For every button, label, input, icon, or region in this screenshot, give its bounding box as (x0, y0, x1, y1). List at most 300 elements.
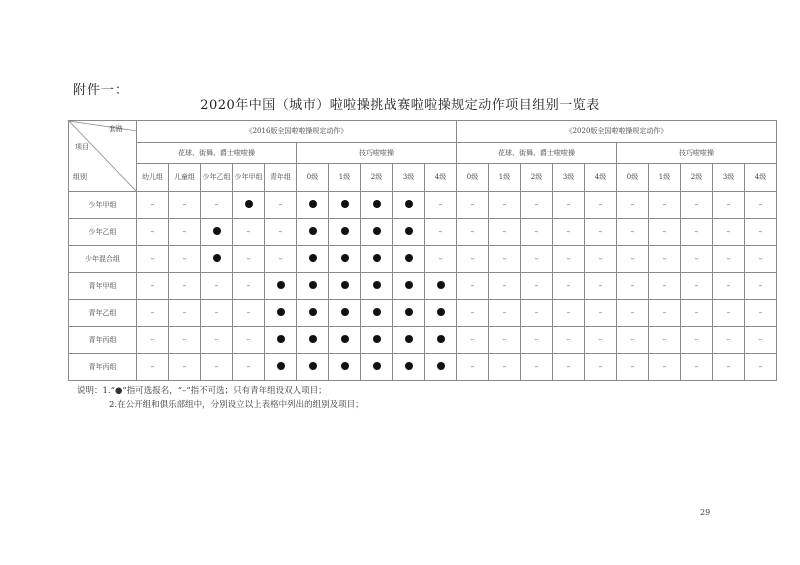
selectable-dot-icon (373, 335, 381, 343)
not-selectable-dash: – (150, 200, 155, 210)
table-row (69, 354, 777, 381)
not-selectable-dash: – (726, 254, 731, 264)
not-selectable-dash: – (502, 254, 507, 264)
table-cell (617, 327, 649, 354)
not-selectable-dash: – (758, 200, 763, 210)
table-cell (233, 327, 265, 354)
not-selectable-dash: – (694, 200, 699, 210)
table-cell (457, 219, 489, 246)
table-cell (553, 219, 585, 246)
table-cell (425, 246, 457, 273)
table-cell (489, 219, 521, 246)
table-cell (329, 219, 361, 246)
selectable-dot-icon (373, 308, 381, 316)
not-selectable-dash: – (534, 200, 539, 210)
not-selectable-dash: – (566, 281, 571, 291)
not-selectable-dash: – (470, 335, 475, 345)
not-selectable-dash: – (726, 308, 731, 318)
selectable-dot-icon (437, 281, 445, 289)
not-selectable-dash: – (502, 308, 507, 318)
not-selectable-dash: – (534, 227, 539, 237)
column-header: 0级 (457, 164, 489, 192)
not-selectable-dash: – (630, 308, 635, 318)
selectable-dot-icon (341, 200, 349, 208)
table-row (69, 273, 777, 300)
table-cell (489, 246, 521, 273)
column-header: 2级 (361, 164, 393, 192)
group-header-2020: 《2020版全国啦啦操规定动作》 (457, 121, 777, 143)
column-header: 2级 (681, 164, 713, 192)
row-label: 青年丙组 (69, 327, 137, 354)
table-cell (137, 354, 169, 381)
selectable-dot-icon (341, 227, 349, 235)
table-cell (329, 273, 361, 300)
table-cell (361, 246, 393, 273)
table-cell (169, 246, 201, 273)
not-selectable-dash: – (726, 335, 731, 345)
table-cell (457, 273, 489, 300)
table-cell (521, 192, 553, 219)
not-selectable-dash: – (182, 227, 187, 237)
table-cell (201, 246, 233, 273)
table-cell (745, 327, 777, 354)
not-selectable-dash: – (566, 254, 571, 264)
column-header: 0级 (617, 164, 649, 192)
table-cell (649, 273, 681, 300)
not-selectable-dash: – (630, 362, 635, 372)
not-selectable-dash: – (694, 308, 699, 318)
table-cell (745, 219, 777, 246)
not-selectable-dash: – (502, 200, 507, 210)
table-cell (681, 219, 713, 246)
not-selectable-dash: – (566, 362, 571, 372)
table-cell (297, 354, 329, 381)
table-cell (297, 327, 329, 354)
table-cell (393, 327, 425, 354)
table-cell (617, 246, 649, 273)
not-selectable-dash: – (726, 362, 731, 372)
not-selectable-dash: – (278, 254, 283, 264)
not-selectable-dash: – (150, 308, 155, 318)
not-selectable-dash: – (662, 308, 667, 318)
not-selectable-dash: – (694, 227, 699, 237)
column-header: 青年组 (265, 164, 297, 192)
note-line-2: 2.在公开组和俱乐部组中，分别设立以上表格中列出的组别及项目； (109, 400, 364, 410)
table-cell (457, 354, 489, 381)
table-cell (681, 273, 713, 300)
not-selectable-dash: – (246, 281, 251, 291)
not-selectable-dash: – (630, 254, 635, 264)
not-selectable-dash: – (150, 254, 155, 264)
table-cell (265, 273, 297, 300)
table-cell (233, 300, 265, 327)
table-cell (297, 273, 329, 300)
selectable-dot-icon (309, 335, 317, 343)
subgroup-header: 花球、街舞、爵士啦啦操 (457, 143, 617, 164)
table-cell (425, 300, 457, 327)
not-selectable-dash: – (758, 335, 763, 345)
not-selectable-dash: – (246, 308, 251, 318)
table-cell (521, 246, 553, 273)
table-cell (329, 192, 361, 219)
row-label: 青年乙组 (69, 300, 137, 327)
not-selectable-dash: – (534, 254, 539, 264)
table-cell (425, 192, 457, 219)
selectable-dot-icon (405, 254, 413, 262)
table-cell (425, 219, 457, 246)
not-selectable-dash: – (758, 281, 763, 291)
table-cell (265, 192, 297, 219)
selectable-dot-icon (213, 254, 221, 262)
notes-block (77, 384, 364, 412)
not-selectable-dash: – (470, 362, 475, 372)
table-cell (585, 273, 617, 300)
page-number: 29 (700, 508, 711, 517)
not-selectable-dash: – (758, 227, 763, 237)
not-selectable-dash: – (662, 281, 667, 291)
column-header: 少年乙组 (201, 164, 233, 192)
not-selectable-dash: – (598, 254, 603, 264)
table-cell (329, 354, 361, 381)
column-header: 幼儿组 (137, 164, 169, 192)
not-selectable-dash: – (150, 281, 155, 291)
selectable-dot-icon (405, 281, 413, 289)
row-label: 青年甲组 (69, 273, 137, 300)
table-cell (201, 219, 233, 246)
row-label: 青年丙组 (69, 354, 137, 381)
table-cell (265, 300, 297, 327)
selectable-dot-icon (437, 308, 445, 316)
not-selectable-dash: – (534, 281, 539, 291)
table-cell (617, 273, 649, 300)
selectable-dot-icon (373, 362, 381, 370)
table-cell (553, 246, 585, 273)
attachment-label: 附件一： (73, 83, 130, 98)
column-header: 1级 (489, 164, 521, 192)
table-row (69, 192, 777, 219)
not-selectable-dash: – (470, 200, 475, 210)
selectable-dot-icon (341, 281, 349, 289)
table-cell (585, 219, 617, 246)
column-header: 1级 (329, 164, 361, 192)
corner-label-category: 组别 (73, 173, 87, 181)
not-selectable-dash: – (758, 362, 763, 372)
selectable-dot-icon (373, 227, 381, 235)
not-selectable-dash: – (534, 335, 539, 345)
table-cell (457, 300, 489, 327)
not-selectable-dash: – (598, 200, 603, 210)
table-cell (521, 219, 553, 246)
selectable-dot-icon (341, 308, 349, 316)
table-cell (745, 354, 777, 381)
table-cell (585, 300, 617, 327)
table-cell (457, 327, 489, 354)
not-selectable-dash: – (662, 362, 667, 372)
not-selectable-dash: – (758, 308, 763, 318)
table-cell (329, 300, 361, 327)
column-header: 4级 (425, 164, 457, 192)
table-cell (201, 354, 233, 381)
table-cell (681, 192, 713, 219)
table-cell (265, 327, 297, 354)
not-selectable-dash: – (182, 308, 187, 318)
column-header: 儿童组 (169, 164, 201, 192)
selectable-dot-icon (405, 335, 413, 343)
table-cell (393, 354, 425, 381)
not-selectable-dash: – (502, 281, 507, 291)
not-selectable-dash: – (246, 335, 251, 345)
table-cell (169, 219, 201, 246)
selectable-dot-icon (405, 227, 413, 235)
not-selectable-dash: – (150, 335, 155, 345)
row-label: 少年甲组 (69, 192, 137, 219)
not-selectable-dash: – (502, 362, 507, 372)
column-header: 1级 (649, 164, 681, 192)
table-cell (169, 192, 201, 219)
corner-label-routine: 套路 (109, 125, 123, 133)
selectable-dot-icon (309, 308, 317, 316)
row-label: 少年乙组 (69, 219, 137, 246)
table-cell (265, 246, 297, 273)
table-cell (233, 246, 265, 273)
not-selectable-dash: – (630, 335, 635, 345)
selectable-dot-icon (309, 200, 317, 208)
table-cell (233, 219, 265, 246)
not-selectable-dash: – (726, 200, 731, 210)
table-cell (169, 327, 201, 354)
table-cell (361, 300, 393, 327)
not-selectable-dash: – (566, 335, 571, 345)
selectable-dot-icon (373, 254, 381, 262)
not-selectable-dash: – (182, 254, 187, 264)
column-header: 3级 (713, 164, 745, 192)
table-cell (393, 273, 425, 300)
selectable-dot-icon (437, 362, 445, 370)
not-selectable-dash: – (438, 227, 443, 237)
not-selectable-dash: – (470, 227, 475, 237)
table-cell (393, 219, 425, 246)
table-cell (713, 246, 745, 273)
not-selectable-dash: – (694, 335, 699, 345)
table-cell (745, 192, 777, 219)
selectable-dot-icon (277, 362, 285, 370)
not-selectable-dash: – (694, 281, 699, 291)
column-header: 少年甲组 (233, 164, 265, 192)
not-selectable-dash: – (150, 362, 155, 372)
table-cell (201, 192, 233, 219)
event-category-table (68, 120, 777, 381)
not-selectable-dash: – (694, 362, 699, 372)
table-cell (457, 192, 489, 219)
table-cell (585, 354, 617, 381)
selectable-dot-icon (437, 335, 445, 343)
table-cell (713, 354, 745, 381)
table-cell (201, 327, 233, 354)
not-selectable-dash: – (726, 227, 731, 237)
not-selectable-dash: – (662, 335, 667, 345)
table-cell (425, 327, 457, 354)
table-cell (137, 300, 169, 327)
table-cell (553, 327, 585, 354)
table-cell (425, 354, 457, 381)
table-cell (713, 273, 745, 300)
not-selectable-dash: – (502, 227, 507, 237)
selectable-dot-icon (309, 227, 317, 235)
selectable-dot-icon (213, 227, 221, 235)
table-cell (585, 246, 617, 273)
table-cell (361, 327, 393, 354)
not-selectable-dash: – (182, 200, 187, 210)
table-cell (329, 327, 361, 354)
table-cell (553, 192, 585, 219)
column-header: 4级 (745, 164, 777, 192)
column-header: 2级 (521, 164, 553, 192)
not-selectable-dash: – (630, 200, 635, 210)
table-cell (649, 300, 681, 327)
not-selectable-dash: – (534, 362, 539, 372)
table-cell (137, 219, 169, 246)
not-selectable-dash: – (214, 281, 219, 291)
selectable-dot-icon (277, 308, 285, 316)
column-header: 0级 (297, 164, 329, 192)
table-cell (649, 354, 681, 381)
selectable-dot-icon (341, 254, 349, 262)
table-cell (137, 327, 169, 354)
corner-label-item: 项目 (75, 143, 89, 151)
table-cell (713, 327, 745, 354)
table-cell (169, 273, 201, 300)
table-cell (521, 300, 553, 327)
not-selectable-dash: – (438, 254, 443, 264)
table-cell (361, 219, 393, 246)
selectable-dot-icon (405, 200, 413, 208)
table-cell (489, 300, 521, 327)
table-cell (713, 192, 745, 219)
column-header: 3级 (553, 164, 585, 192)
selectable-dot-icon (341, 335, 349, 343)
not-selectable-dash: – (470, 254, 475, 264)
table-cell (169, 300, 201, 327)
table-cell (489, 273, 521, 300)
not-selectable-dash: – (758, 254, 763, 264)
selectable-dot-icon (277, 335, 285, 343)
table-cell (681, 354, 713, 381)
selectable-dot-icon (341, 362, 349, 370)
not-selectable-dash: – (470, 281, 475, 291)
not-selectable-dash: – (214, 200, 219, 210)
table-cell (137, 192, 169, 219)
group-header-2016: 《2016版全国啦啦操规定动作》 (137, 121, 457, 143)
table-cell (169, 354, 201, 381)
not-selectable-dash: – (502, 335, 507, 345)
selectable-dot-icon (277, 281, 285, 289)
table-cell (457, 246, 489, 273)
selectable-dot-icon (309, 281, 317, 289)
not-selectable-dash: – (534, 308, 539, 318)
selectable-dot-icon (405, 362, 413, 370)
table-cell (553, 273, 585, 300)
not-selectable-dash: – (598, 227, 603, 237)
not-selectable-dash: – (598, 281, 603, 291)
table-cell (297, 192, 329, 219)
table-cell (297, 300, 329, 327)
column-header: 3级 (393, 164, 425, 192)
not-selectable-dash: – (566, 227, 571, 237)
note-line-1: 说明：1.“●”指可选报名，“–”指不可选；只有青年组设双人项目； (77, 386, 327, 396)
table-cell (649, 219, 681, 246)
table-cell (553, 354, 585, 381)
not-selectable-dash: – (566, 200, 571, 210)
not-selectable-dash: – (278, 227, 283, 237)
selectable-dot-icon (309, 254, 317, 262)
table-cell (265, 354, 297, 381)
not-selectable-dash: – (598, 362, 603, 372)
table-cell (393, 246, 425, 273)
not-selectable-dash: – (438, 200, 443, 210)
table-cell (393, 192, 425, 219)
selectable-dot-icon (245, 200, 253, 208)
table-cell (681, 327, 713, 354)
subgroup-header: 技巧啦啦操 (297, 143, 457, 164)
table-cell (201, 273, 233, 300)
not-selectable-dash: – (182, 362, 187, 372)
table-cell (617, 219, 649, 246)
not-selectable-dash: – (246, 362, 251, 372)
table-cell (681, 246, 713, 273)
not-selectable-dash: – (598, 308, 603, 318)
table-corner-header (69, 121, 137, 192)
not-selectable-dash: – (566, 308, 571, 318)
table-cell (265, 219, 297, 246)
not-selectable-dash: – (214, 308, 219, 318)
table-cell (361, 192, 393, 219)
table-cell (489, 354, 521, 381)
table-cell (649, 192, 681, 219)
table-cell (201, 300, 233, 327)
table-cell (745, 300, 777, 327)
not-selectable-dash: – (726, 281, 731, 291)
not-selectable-dash: – (182, 335, 187, 345)
not-selectable-dash: – (630, 281, 635, 291)
selectable-dot-icon (373, 200, 381, 208)
table-cell (617, 354, 649, 381)
table-cell (553, 300, 585, 327)
table-row (69, 300, 777, 327)
subgroup-header: 技巧啦啦操 (617, 143, 777, 164)
table-cell (649, 327, 681, 354)
not-selectable-dash: – (694, 254, 699, 264)
table-cell (489, 192, 521, 219)
selectable-dot-icon (309, 362, 317, 370)
row-label: 少年混合组 (69, 246, 137, 273)
selectable-dot-icon (373, 281, 381, 289)
selectable-dot-icon (405, 308, 413, 316)
not-selectable-dash: – (662, 254, 667, 264)
not-selectable-dash: – (214, 362, 219, 372)
not-selectable-dash: – (662, 200, 667, 210)
not-selectable-dash: – (182, 281, 187, 291)
not-selectable-dash: – (150, 227, 155, 237)
table-cell (585, 192, 617, 219)
table-cell (425, 273, 457, 300)
not-selectable-dash: – (662, 227, 667, 237)
table-cell (361, 354, 393, 381)
table-cell (617, 192, 649, 219)
table-cell (297, 246, 329, 273)
table-cell (137, 246, 169, 273)
table-cell (297, 219, 329, 246)
table-cell (489, 327, 521, 354)
